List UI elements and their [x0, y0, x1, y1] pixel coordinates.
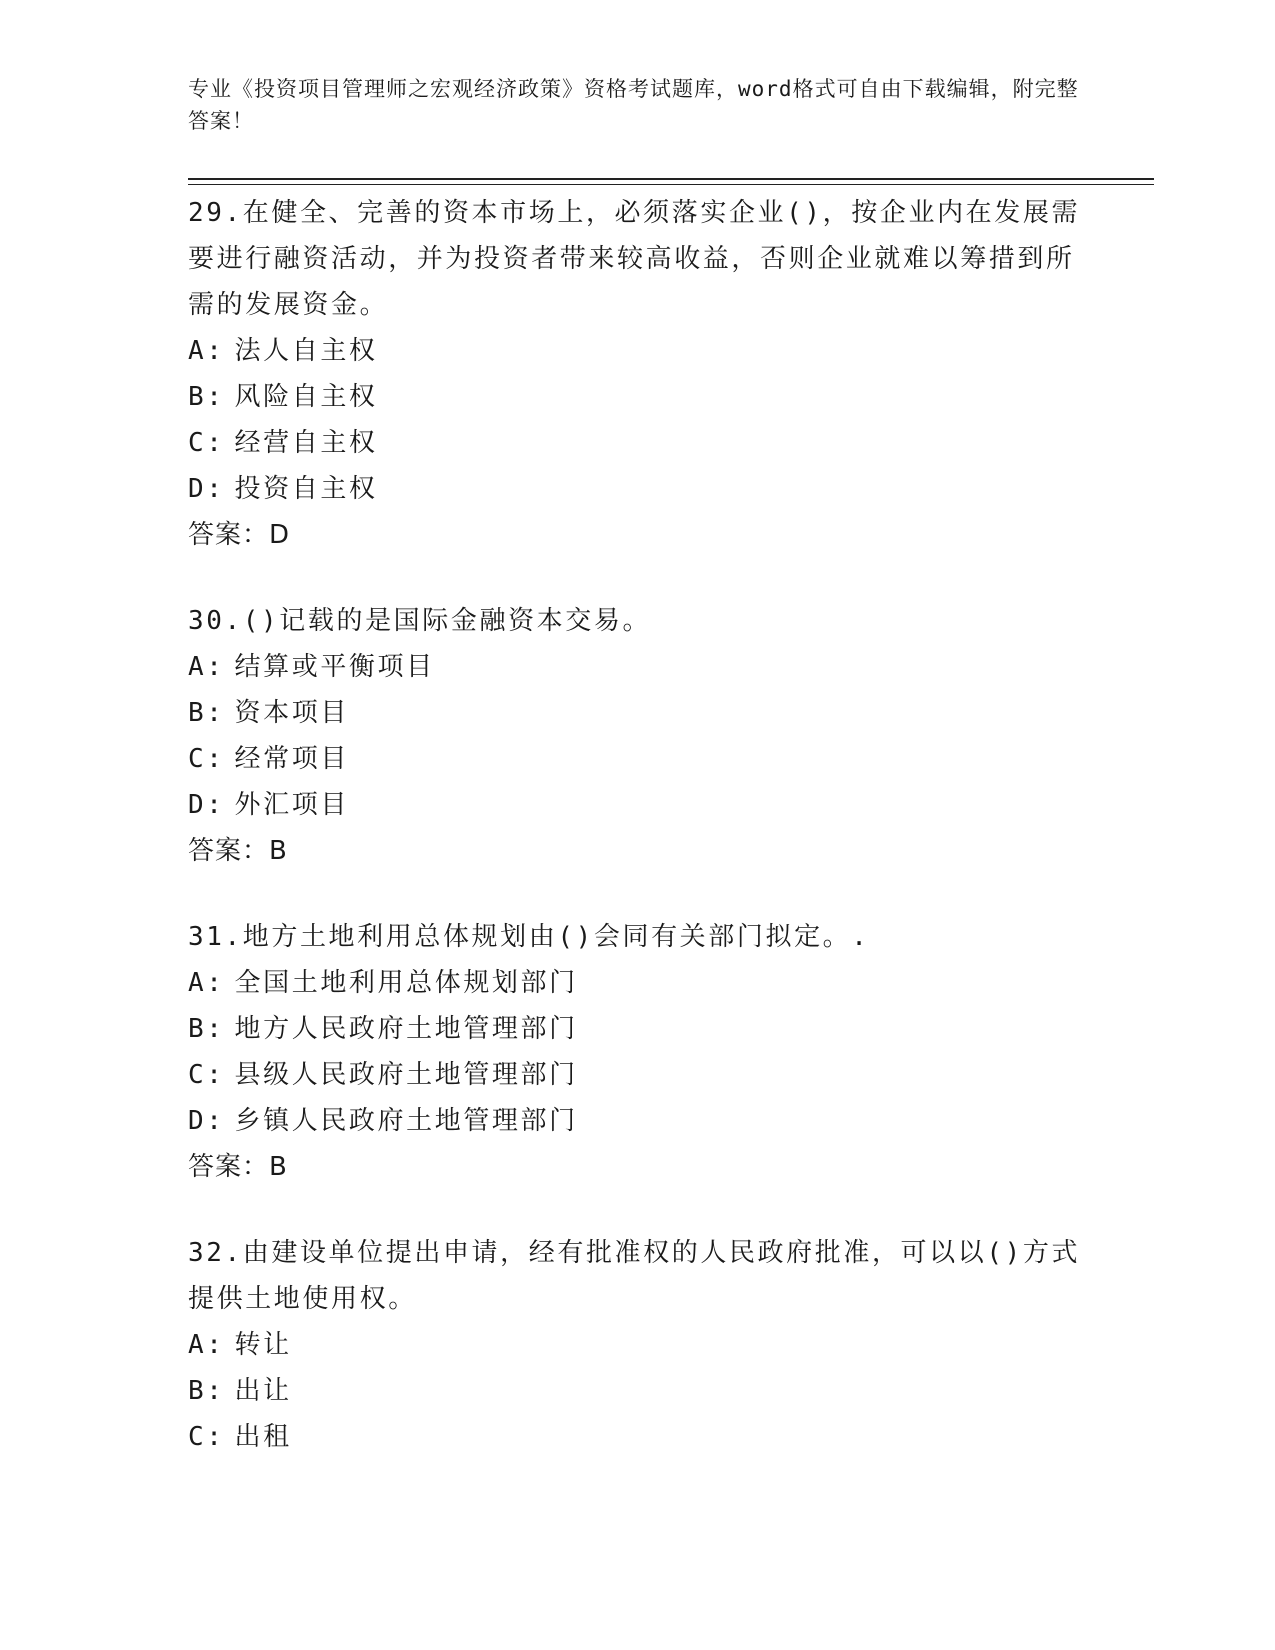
option-text: 风险自主权 [234, 382, 378, 412]
option-b [188, 1368, 1088, 1414]
question-list [188, 190, 1088, 1500]
question-30 [188, 598, 1088, 874]
option-c [188, 420, 1088, 466]
option-key: D: [188, 790, 225, 820]
option-key: B: [188, 382, 225, 412]
question-stem: 31.地方土地利用总体规划由()会同有关部门拟定。. [188, 922, 870, 952]
question-29 [188, 190, 1088, 558]
option-b [188, 690, 1088, 736]
option-key: A: [188, 336, 225, 366]
option-d [188, 1098, 1088, 1144]
option-b [188, 1006, 1088, 1052]
option-text: 地方人民政府土地管理部门 [234, 1014, 578, 1044]
option-text: 出让 [234, 1376, 292, 1406]
question-31 [188, 914, 1088, 1190]
option-text: 全国土地利用总体规划部门 [234, 968, 578, 998]
option-text: 出租 [234, 1422, 292, 1452]
option-key: C: [188, 1060, 225, 1090]
option-key: D: [188, 474, 225, 504]
option-c [188, 1052, 1088, 1098]
answer-line: 答案：D [188, 520, 291, 550]
option-text: 资本项目 [234, 698, 349, 728]
header-note: 专业《投资项目管理师之宏观经济政策》资格考试题库，word格式可自由下载编辑，附完整答案！ [188, 77, 1079, 133]
option-key: A: [188, 652, 225, 682]
option-c [188, 736, 1088, 782]
option-key: D: [188, 1106, 225, 1136]
answer-line: 答案：B [188, 836, 288, 866]
option-key: C: [188, 428, 225, 458]
option-a [188, 644, 1088, 690]
option-b [188, 374, 1088, 420]
option-text: 经常项目 [234, 744, 349, 774]
option-key: B: [188, 698, 225, 728]
option-text: 转让 [234, 1330, 292, 1360]
option-key: B: [188, 1376, 225, 1406]
option-text: 县级人民政府土地管理部门 [234, 1060, 578, 1090]
option-a [188, 960, 1088, 1006]
option-text: 乡镇人民政府土地管理部门 [234, 1106, 578, 1136]
header-divider-thin [188, 184, 1154, 185]
option-key: B: [188, 1014, 225, 1044]
option-d [188, 782, 1088, 828]
question-stem: 29.在健全、完善的资本市场上，必须落实企业()，按企业内在发展需要进行融资活动，并为投资者带来较高收益，否则企业就难以筹措到所需的发展资金。 [188, 198, 1081, 320]
option-d [188, 466, 1088, 512]
question-32 [188, 1230, 1088, 1460]
option-a [188, 1322, 1088, 1368]
option-key: A: [188, 1330, 225, 1360]
option-c [188, 1414, 1088, 1460]
option-key: C: [188, 744, 225, 774]
option-text: 投资自主权 [234, 474, 378, 504]
option-key: A: [188, 968, 225, 998]
option-text: 法人自主权 [234, 336, 378, 366]
option-text: 结算或平衡项目 [234, 652, 435, 682]
option-key: C: [188, 1422, 225, 1452]
option-text: 外汇项目 [234, 790, 349, 820]
question-stem: 32.由建设单位提出申请，经有批准权的人民政府批准，可以以()方式提供土地使用权。 [188, 1238, 1081, 1314]
option-a [188, 328, 1088, 374]
question-stem: 30.()记载的是国际金融资本交易。 [188, 606, 652, 636]
header-divider-thick [188, 178, 1154, 180]
option-text: 经营自主权 [234, 428, 378, 458]
answer-line: 答案：B [188, 1152, 288, 1182]
